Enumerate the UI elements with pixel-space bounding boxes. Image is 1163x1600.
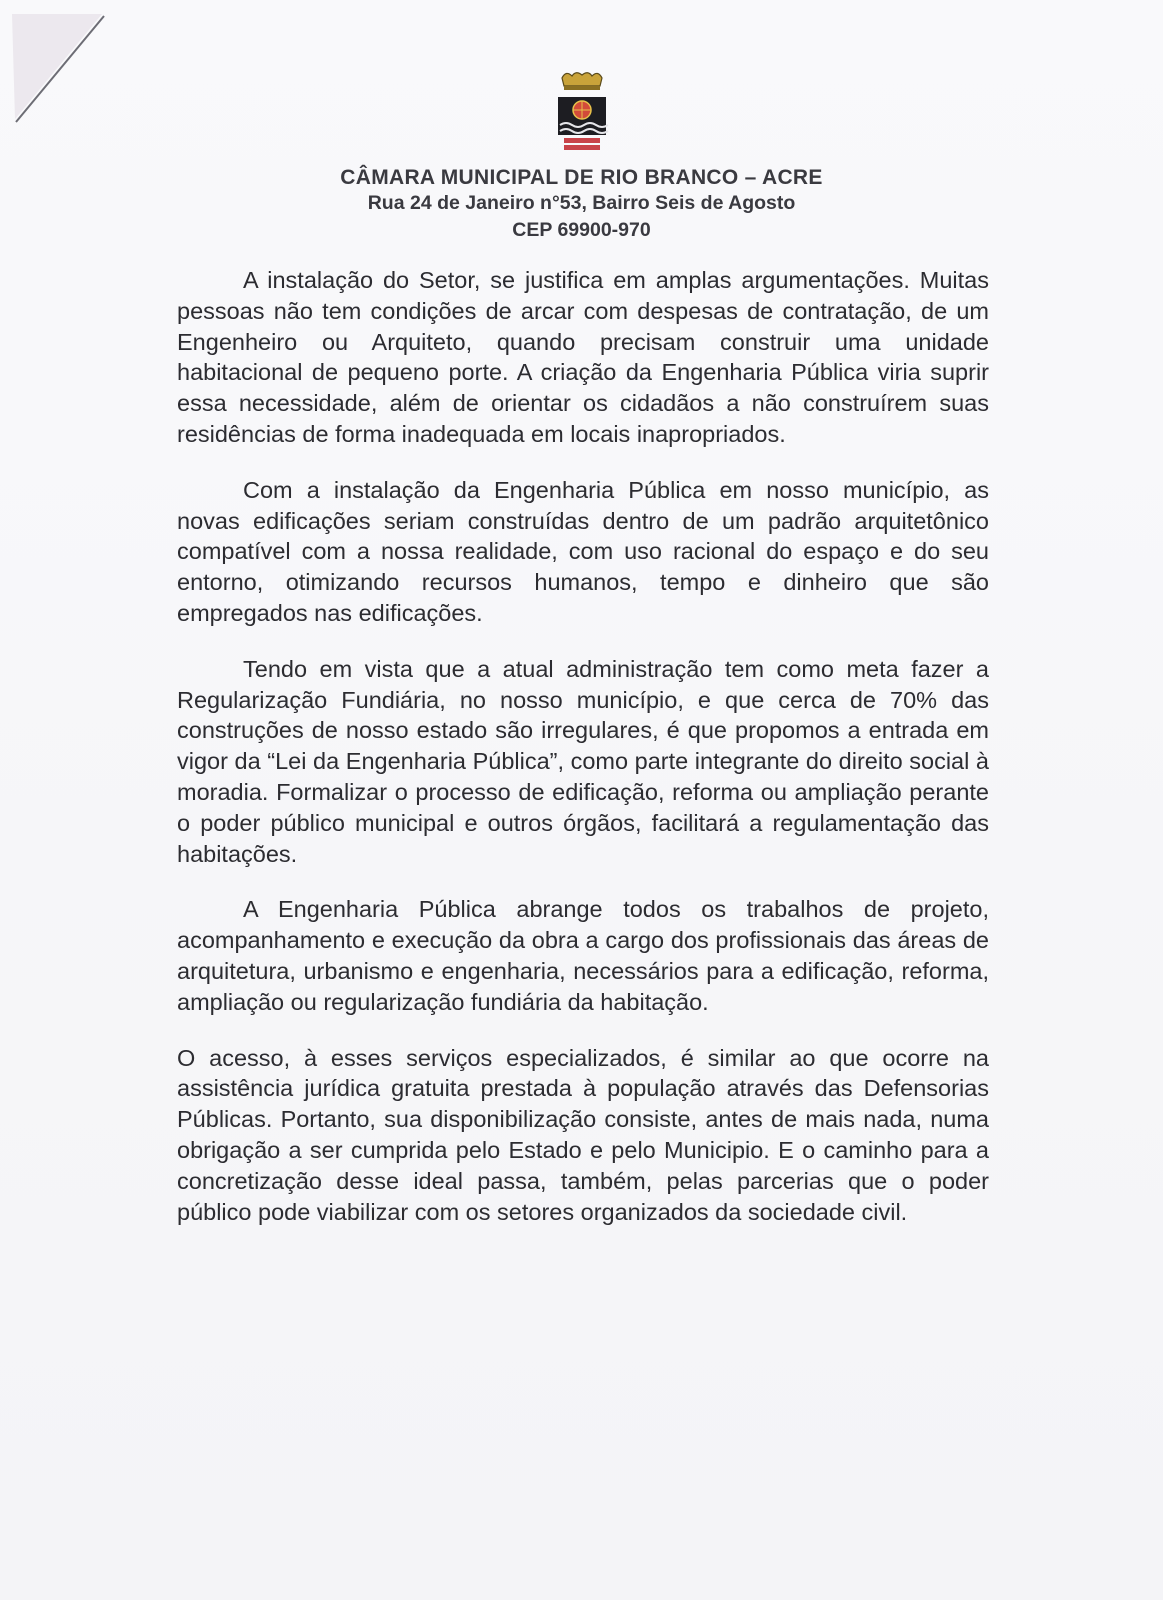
- paragraph: A instalação do Setor, se justifica em amplas argumentações. Muitas pessoas não tem condições de arcar com despesas de contratação, de um Engenheiro ou Arquiteto, quando precisam construir uma unidade habitacional de pequeno porte. A criação da Engenharia Pública viria suprir essa necessidade, além de orientar os cidadãos a não construírem suas residências de forma inadequada em locais inapropriados.: [177, 267, 989, 447]
- institution-postal-code: CEP 69900-970: [512, 219, 651, 241]
- letterhead: [0, 70, 1163, 244]
- institution-name: CÂMARA MUNICIPAL DE RIO BRANCO – ACRE: [340, 166, 823, 189]
- institution-address: Rua 24 de Janeiro n°53, Bairro Seis de Agosto: [367, 192, 796, 214]
- paragraph: Com a instalação da Engenharia Pública em nosso município, as novas edificações seriam construídas dentro de um padrão arquitetônico compatível com a nossa realidade, com uso racional do espaço e do seu entorno, otimizando recursos humanos, tempo e dinheiro que são empregados nas edificações.: [177, 476, 989, 626]
- paragraph: O acesso, à esses serviços especializados, é similar ao que ocorre na assistência jurídica gratuita prestada à população através das Defensorias Públicas. Portanto, sua disponibilização consiste, antes de mais nada, numa obrigação a ser cumprida pelo Estado e pelo Municipio. E o caminho para a concretização desse ideal passa, também, pelas parcerias que o poder público pode viabilizar com os setores organizados da sociedade civil.: [177, 1044, 989, 1225]
- paragraph: Tendo em vista que a atual administração tem como meta fazer a Regularização Fundiária, no nosso município, e que cerca de 70% das construções de nosso estado são irregulares, é que propomos a entrada em vigor da “Lei da Engenharia Pública”, como parte integrante do direito social à moradia. Formalizar o processo de edificação, reforma ou ampliação perante o poder público municipal e outros órgãos, facilitará a regulamentação das habitações.: [177, 655, 989, 867]
- paragraph: A Engenharia Pública abrange todos os trabalhos de projeto, acompanhamento e execução da obra a cargo dos profissionais das áreas de arquitetura, urbanismo e engenharia, necessários para a edificação, reforma, ampliação ou regularização fundiária da habitação.: [177, 896, 989, 1015]
- document-body: [177, 265, 989, 1252]
- municipal-coat-of-arms-icon: [552, 70, 612, 162]
